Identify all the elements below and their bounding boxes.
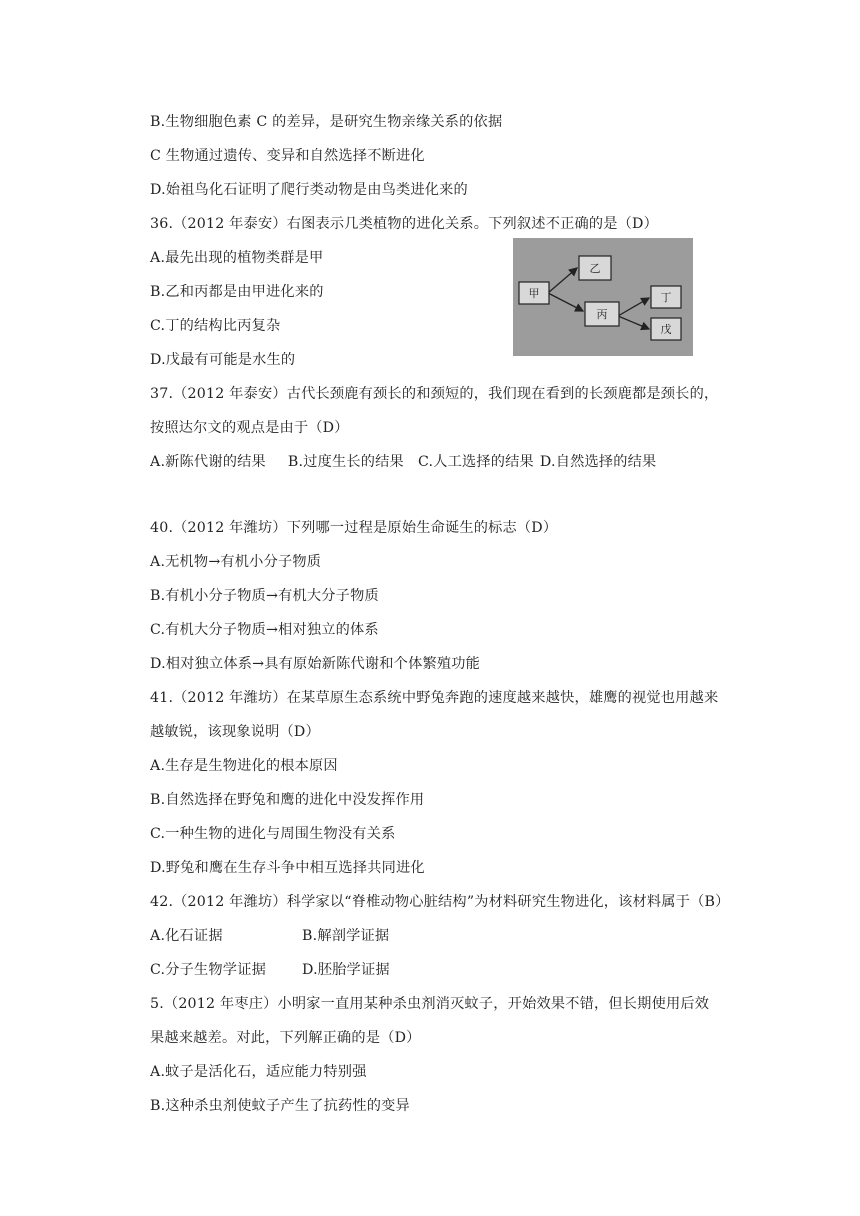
option-a-q5: A.蚊子是活化石，适应能力特别强	[150, 1064, 367, 1080]
option-d-q37: D.自然选择的结果	[539, 454, 657, 470]
option-a-q36: A.最先出现的植物类群是甲	[150, 250, 324, 266]
node-ding	[651, 286, 681, 308]
option-c-q40: C.有机大分子物质→相对独立的体系	[150, 622, 379, 638]
question-36: 36.（2012 年泰安）右图表示几类植物的进化关系。下列叙述不正确的是（D）	[150, 216, 658, 232]
option-b-q41: B.自然选择在野兔和鹰的进化中没发挥作用	[150, 792, 425, 808]
option-b-q35: B.生物细胞色素 C 的差异，是研究生物亲缘关系的依据	[150, 114, 503, 130]
question-37: 37.（2012 年泰安）古代长颈鹿有颈长的和颈短的，我们现在看到的长颈鹿都是颈长的，	[150, 386, 719, 402]
option-c-q36: C.丁的结构比丙复杂	[150, 318, 281, 334]
svg-text:戊: 戊	[660, 323, 672, 336]
node-yi	[579, 256, 611, 280]
option-d-q42: D.胚胎学证据	[302, 962, 390, 978]
option-d-q41: D.野兔和鹰在生存斗争中相互选择共同进化	[150, 860, 425, 876]
node-bing	[585, 302, 619, 326]
option-c-q37: C.人工选择的结果	[417, 454, 534, 470]
option-b-q37: B.过度生长的结果	[287, 454, 404, 470]
node-jia	[519, 282, 549, 304]
option-c-q42: C.分子生物学证据	[150, 962, 266, 978]
options-q37	[150, 452, 656, 472]
option-d-q40: D.相对独立体系→具有原始新陈代谢和个体繁殖功能	[150, 656, 481, 672]
option-b-q36: B.乙和丙都是由甲进化来的	[150, 284, 324, 300]
svg-text:丙: 丙	[596, 308, 608, 321]
option-c-q35: C 生物通过遗传、变异和自然选择不断进化	[150, 148, 425, 164]
svg-text:乙: 乙	[589, 262, 601, 275]
option-a-q40: A.无机物→有机小分子物质	[150, 554, 322, 570]
option-c-q41: C.一种生物的进化与周围生物没有关系	[150, 826, 396, 842]
svg-text:丁: 丁	[660, 291, 672, 304]
options-q42-row1	[150, 926, 389, 946]
node-wu	[651, 318, 681, 340]
question-41: 41.（2012 年潍坊）在某草原生态系统中野兔奔跑的速度越来越快，雄鹰的视觉也用越来	[150, 690, 719, 706]
option-b-q5: B.这种杀虫剂使蚊子产生了抗药性的变异	[150, 1098, 410, 1114]
question-5: 5.（2012 年枣庄）小明家一直用某种杀虫剂消灭蚊子，开始效果不错，但长期使用后效	[150, 996, 710, 1012]
option-a-q42: A.化石证据	[150, 928, 223, 944]
question-42: 42.（2012 年潍坊）科学家以“脊椎动物心脏结构”为材料研究生物进化，该材料属于（B）	[150, 894, 730, 910]
question-37-cont: 按照达尔文的观点是由于（D）	[150, 420, 349, 436]
option-d-q36: D.戊最有可能是水生的	[150, 352, 296, 368]
option-b-q40: B.有机小分子物质→有机大分子物质	[150, 588, 379, 604]
svg-text:甲: 甲	[528, 287, 540, 300]
question-5-cont: 果越来越差。对此，下列解正确的是（D）	[150, 1030, 421, 1046]
plant-evolution-diagram	[513, 238, 693, 356]
option-b-q42: B.解剖学证据	[302, 928, 390, 944]
option-a-q41: A.生存是生物进化的根本原因	[150, 758, 338, 774]
options-q42-row2	[150, 960, 390, 980]
question-41-cont: 越敏锐，该现象说明（D）	[150, 724, 320, 740]
option-a-q37: A.新陈代谢的结果	[150, 454, 266, 470]
option-d-q35: D.始祖鸟化石证明了爬行类动物是由鸟类进化来的	[150, 182, 468, 198]
question-40: 40.（2012 年潍坊）下列哪一过程是原始生命诞生的标志（D）	[150, 520, 558, 536]
